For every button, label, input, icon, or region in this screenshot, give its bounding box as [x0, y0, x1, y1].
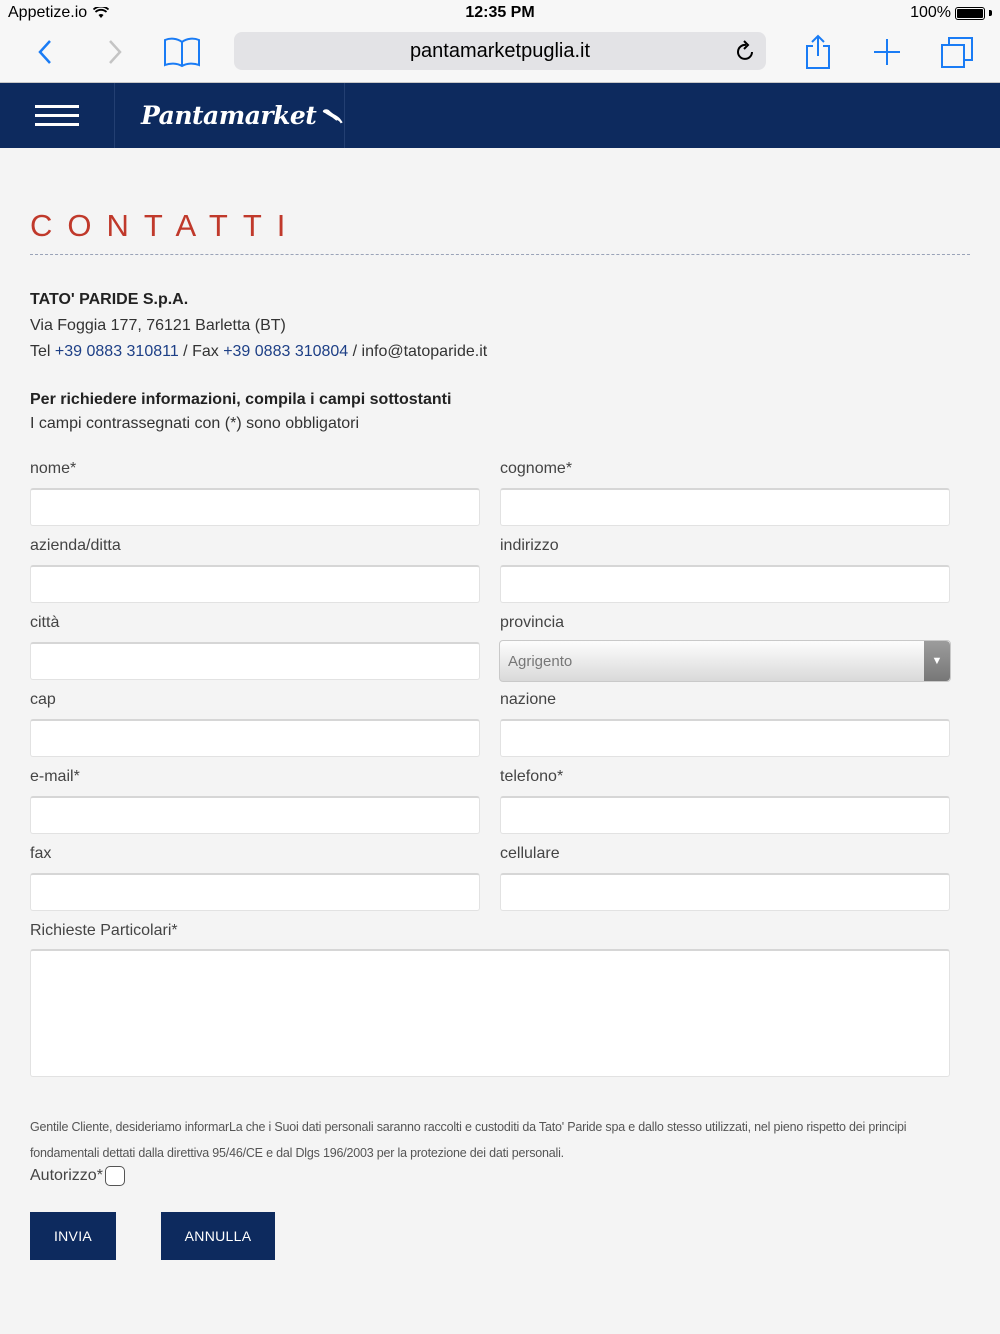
indirizzo-label: indirizzo — [500, 537, 559, 554]
email-field[interactable] — [30, 796, 480, 834]
tel-prefix: Tel — [30, 343, 55, 360]
cellulare-label: cellulare — [500, 845, 560, 862]
new-tab-button[interactable] — [870, 32, 904, 72]
back-button[interactable] — [30, 32, 60, 72]
richieste-textarea[interactable] — [30, 949, 950, 1077]
azienda-label: azienda/ditta — [30, 537, 121, 554]
carrier-label: Appetize.io — [8, 4, 88, 21]
site-header — [0, 83, 1000, 148]
submit-button[interactable]: INVIA — [30, 1212, 116, 1260]
share-icon — [804, 34, 832, 70]
form-intro — [30, 388, 451, 436]
nazione-label: nazione — [500, 691, 557, 708]
email-prefix: / — [348, 343, 362, 360]
email-label: e-mail* — [30, 768, 80, 785]
cellulare-field[interactable] — [500, 873, 950, 911]
cognome-label: cognome* — [500, 460, 573, 477]
address-bar[interactable] — [234, 32, 766, 70]
fax-label: fax — [30, 845, 52, 862]
cognome-field[interactable] — [500, 488, 950, 526]
privacy-notice: Gentile Cliente, desideriamo informarLa che i Suoi dati personali saranno raccolti e custoditi da Tato' Paride spa e dallo stesso utilizzati, nel pieno rispetto dei principi fondamentali dettati dalla direttiva 95/46/CE e dal Dlgs 196/2003 per la protezione dei dati personali. — [30, 1120, 907, 1160]
consent-row — [30, 1166, 125, 1186]
azienda-field[interactable] — [30, 565, 480, 603]
nazione-field[interactable] — [500, 719, 950, 757]
browser-toolbar — [0, 26, 1000, 83]
company-contacts — [30, 339, 487, 365]
richieste-label: Richieste Particolari* — [30, 922, 178, 939]
italy-boot-icon — [322, 99, 344, 133]
cancel-button[interactable]: ANNULLA — [161, 1212, 275, 1260]
cap-field[interactable] — [30, 719, 480, 757]
logo-text: Pantamarket — [141, 101, 317, 130]
bookmarks-button[interactable] — [162, 32, 202, 72]
fax-link[interactable]: +39 0883 310804 — [223, 343, 349, 360]
reload-icon — [736, 40, 756, 62]
fax-field[interactable] — [30, 873, 480, 911]
plus-icon — [872, 37, 902, 67]
chevron-left-icon — [37, 39, 53, 65]
company-info — [30, 287, 487, 365]
citta-label: città — [30, 614, 60, 631]
intro-note: I campi contrassegnati con (*) sono obbligatori — [30, 415, 360, 432]
autorizzo-label: Autorizzo* — [30, 1167, 103, 1184]
intro-heading: Per richiedere informazioni, compila i campi sottostanti — [30, 391, 452, 408]
email-text: info@tatoparide.it — [361, 343, 488, 360]
indirizzo-field[interactable] — [500, 565, 950, 603]
hamburger-menu-button[interactable] — [0, 83, 115, 148]
status-bar — [0, 0, 1000, 26]
provincia-value: Agrigento — [508, 652, 573, 670]
page-title: CONTATTI — [30, 208, 301, 243]
tabs-button[interactable] — [938, 32, 976, 72]
dropdown-arrow-icon: ▼ — [924, 641, 950, 681]
battery-percent: 100% — [910, 4, 951, 21]
title-divider — [30, 254, 970, 255]
clock: 12:35 PM — [465, 4, 535, 21]
tel-link[interactable]: +39 0883 310811 — [54, 343, 179, 360]
nome-label: nome* — [30, 460, 77, 477]
telefono-label: telefono* — [500, 768, 564, 785]
company-address: Via Foggia 177, 76121 Barletta (BT) — [30, 317, 286, 334]
nome-field[interactable] — [30, 488, 480, 526]
tabs-icon — [939, 35, 975, 69]
share-button[interactable] — [802, 32, 834, 72]
telefono-field[interactable] — [500, 796, 950, 834]
battery — [910, 4, 992, 22]
forward-button[interactable] — [100, 32, 130, 72]
battery-icon — [955, 7, 985, 20]
fax-prefix: / Fax — [178, 343, 224, 360]
cap-label: cap — [30, 691, 56, 708]
autorizzo-checkbox[interactable] — [105, 1166, 125, 1186]
url-text: pantamarketpuglia.it — [409, 39, 591, 62]
site-logo[interactable] — [115, 83, 345, 148]
book-icon — [163, 36, 201, 68]
provincia-label: provincia — [500, 614, 565, 631]
chevron-right-icon — [107, 39, 123, 65]
company-name: TATO' PARIDE S.p.A. — [30, 291, 189, 308]
reload-button[interactable] — [736, 40, 756, 68]
citta-field[interactable] — [30, 642, 480, 680]
provincia-select[interactable] — [499, 640, 951, 682]
